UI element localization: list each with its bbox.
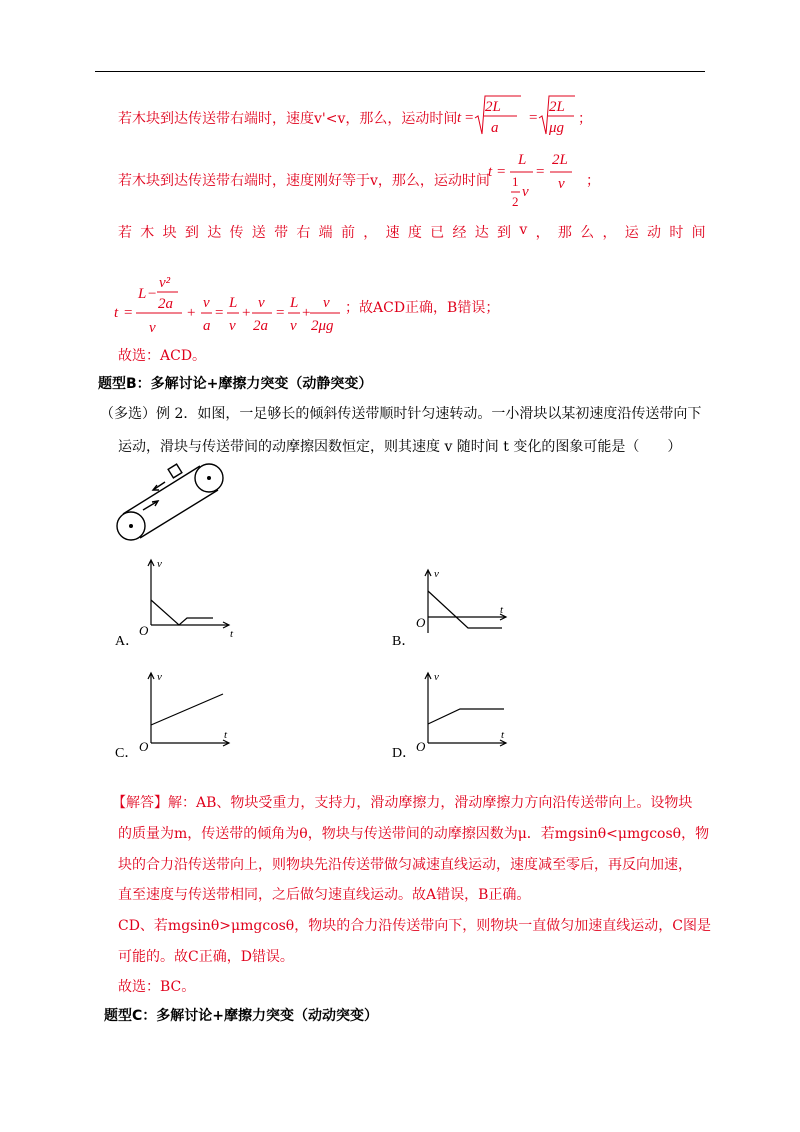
section-b-heading: 题型B：多解讨论+摩擦力突变（动静突变） [98, 376, 373, 392]
f-a: a [491, 120, 499, 136]
f-plus1: + [187, 305, 196, 321]
spread-char: 达 [207, 225, 222, 241]
formula-time-2 [486, 148, 586, 210]
f-v5: v [290, 318, 297, 334]
answer-line-5: CD、若mgsinθ>μmgcosθ，物块的合力沿传送带向下，则物块一直做匀加速直线运动，C图是 [118, 918, 711, 934]
f-L2: L [229, 295, 238, 311]
f-2a-2: 2a [253, 318, 268, 334]
f-v-a-num: v [203, 295, 210, 311]
graph-d [412, 668, 522, 753]
f-eq2: = [215, 305, 224, 321]
f-mug: μg [549, 120, 565, 136]
answer-text: 解：AB、物块受重力，支持力，滑动摩擦力，滑动摩擦力方向沿传送带向上。设物块 [168, 795, 693, 811]
f-eq: = [497, 164, 506, 180]
f-v4: v [258, 295, 265, 311]
spread-char: 达 [474, 225, 489, 241]
spread-char: 度 [407, 225, 422, 241]
f-1: 1 [512, 174, 519, 189]
graph-c [135, 668, 245, 753]
f-eq2: = [536, 164, 545, 180]
f-t: t [488, 164, 493, 180]
f-v-den: v [149, 320, 156, 336]
formula-time-3 [112, 268, 340, 338]
spread-char: 运 [624, 225, 639, 241]
option-a-label: A． [115, 634, 140, 649]
f-plus2: + [242, 305, 251, 321]
spread-char: 到 [497, 225, 512, 241]
spread-char: 么 [580, 225, 595, 241]
f-eq2: = [529, 110, 538, 126]
f-v2: v [558, 176, 565, 192]
graph-a-curve [151, 600, 213, 625]
origin-label: O [139, 739, 149, 753]
f-2L: 2L [485, 99, 501, 115]
f-v6: v [323, 295, 330, 311]
spread-char: 到 [184, 225, 199, 241]
spread-char: ， [535, 225, 550, 241]
f-minus: − [148, 286, 157, 302]
f-eq: = [124, 305, 133, 321]
answer-line-6: 可能的。故C正确，D错误。 [118, 949, 294, 965]
v-label: v [434, 671, 439, 683]
spread-char: 已 [430, 225, 445, 241]
spread-char: 间 [691, 225, 706, 241]
t-label: t [224, 729, 228, 741]
spread-char: ， [363, 225, 378, 241]
f-plus3: + [302, 305, 311, 321]
answer-line-4: 直至速度与传送带相同，之后做匀速直线运动。故A错误，B正确。 [118, 887, 531, 903]
graph-b-curve [428, 591, 502, 628]
semicolon-2: ； [586, 173, 600, 189]
question-line-2: 运动，滑块与传送带间的动摩擦因数恒定，则其速度 v 随时间 t 变化的图象可能是（ ） [118, 439, 682, 455]
spread-char: 速 [385, 225, 400, 241]
answer-line-1 [112, 792, 692, 812]
spread-char: 那 [557, 225, 572, 241]
spread-char: 木 [140, 225, 155, 241]
spread-char: 块 [162, 225, 177, 241]
graph-a [135, 555, 245, 640]
f-2mug: 2μg [311, 318, 334, 334]
f-L3: L [290, 295, 299, 311]
answer-line-3: 块的合力沿传送带向上，则物块先沿传送带做匀减速直线运动，速度减至零后，再反向加速， [118, 857, 692, 873]
line-v-equal [118, 170, 490, 190]
line-vprime-less-than-v [118, 108, 457, 128]
f-L: L [518, 152, 527, 168]
f-2a: 2a [158, 296, 173, 312]
graph-d-curve [428, 709, 504, 724]
conveyor-belt-figure [112, 460, 227, 550]
answer-line-2: 的质量为m，传送带的倾角为θ，物块与传送带间的动摩擦因数为μ．若mgsinθ<μmgcosθ，物 [118, 826, 710, 842]
graph-b [412, 565, 522, 650]
f-v2: v² [159, 275, 171, 291]
spread-char: 送 [251, 225, 266, 241]
f-v: v [522, 184, 529, 200]
option-d-label: D． [392, 746, 417, 761]
spread-char: 动 [647, 225, 662, 241]
v-label: v [157, 558, 162, 570]
semicolon-1: ； [578, 111, 592, 127]
question-line-1: （多选）例 2．如图，一足够长的倾斜传送带顺时针匀速转动。一小滑块以某初速度沿传送带向下 [100, 406, 702, 422]
t-label: t [230, 628, 234, 640]
f-eq3: = [276, 305, 285, 321]
formula-time-1 [455, 92, 575, 138]
f-2L: 2L [552, 152, 568, 168]
v-label: v [434, 568, 439, 580]
belt-bottom [140, 490, 218, 538]
answer-line-7: 故选：BC。 [118, 979, 196, 995]
origin-label: O [139, 623, 149, 638]
spread-char: ， [602, 225, 617, 241]
f-t: t [114, 305, 119, 321]
header-rule [95, 71, 705, 72]
f-2L-b: 2L [549, 99, 565, 115]
graph-c-curve [151, 694, 223, 725]
answer-acd: 故选：ACD。 [118, 348, 207, 364]
spread-char: 经 [452, 225, 467, 241]
f-t: t [457, 110, 462, 126]
f-eq: = [465, 110, 474, 126]
line-text: 若木块到达传送带右端时，速度v'<v，那么，运动时间 [118, 111, 458, 127]
line-already-reached-v [118, 222, 706, 242]
f-v3: v [229, 318, 236, 334]
spread-char: 传 [229, 225, 244, 241]
t-label: t [500, 604, 504, 616]
spread-char: v [519, 222, 528, 238]
conclusion-acd: ；故ACD正确，B错误； [345, 300, 500, 316]
section-c-heading: 题型C：多解讨论+摩擦力突变（动动突变） [104, 1008, 379, 1024]
f-L: L [138, 286, 147, 302]
line-text: 若木块到达传送带右端时，速度刚好等于v，那么，运动时间 [118, 173, 490, 189]
slider-block [168, 464, 182, 478]
v-label: v [157, 671, 162, 683]
f-v-a-den: a [203, 318, 211, 334]
spread-char: 前 [340, 225, 355, 241]
origin-label: O [416, 615, 426, 630]
answer-tag: 【解答】 [112, 795, 168, 811]
spread-char: 端 [318, 225, 333, 241]
origin-label: O [416, 739, 426, 753]
option-b-label: B． [392, 634, 416, 649]
belt-top [123, 466, 200, 514]
spread-char: 带 [274, 225, 289, 241]
f-2: 2 [512, 194, 519, 209]
t-label: t [501, 729, 505, 741]
spread-char: 时 [669, 225, 684, 241]
option-c-label: C． [115, 746, 139, 761]
spread-char: 若 [118, 225, 132, 241]
spread-char: 右 [296, 225, 311, 241]
